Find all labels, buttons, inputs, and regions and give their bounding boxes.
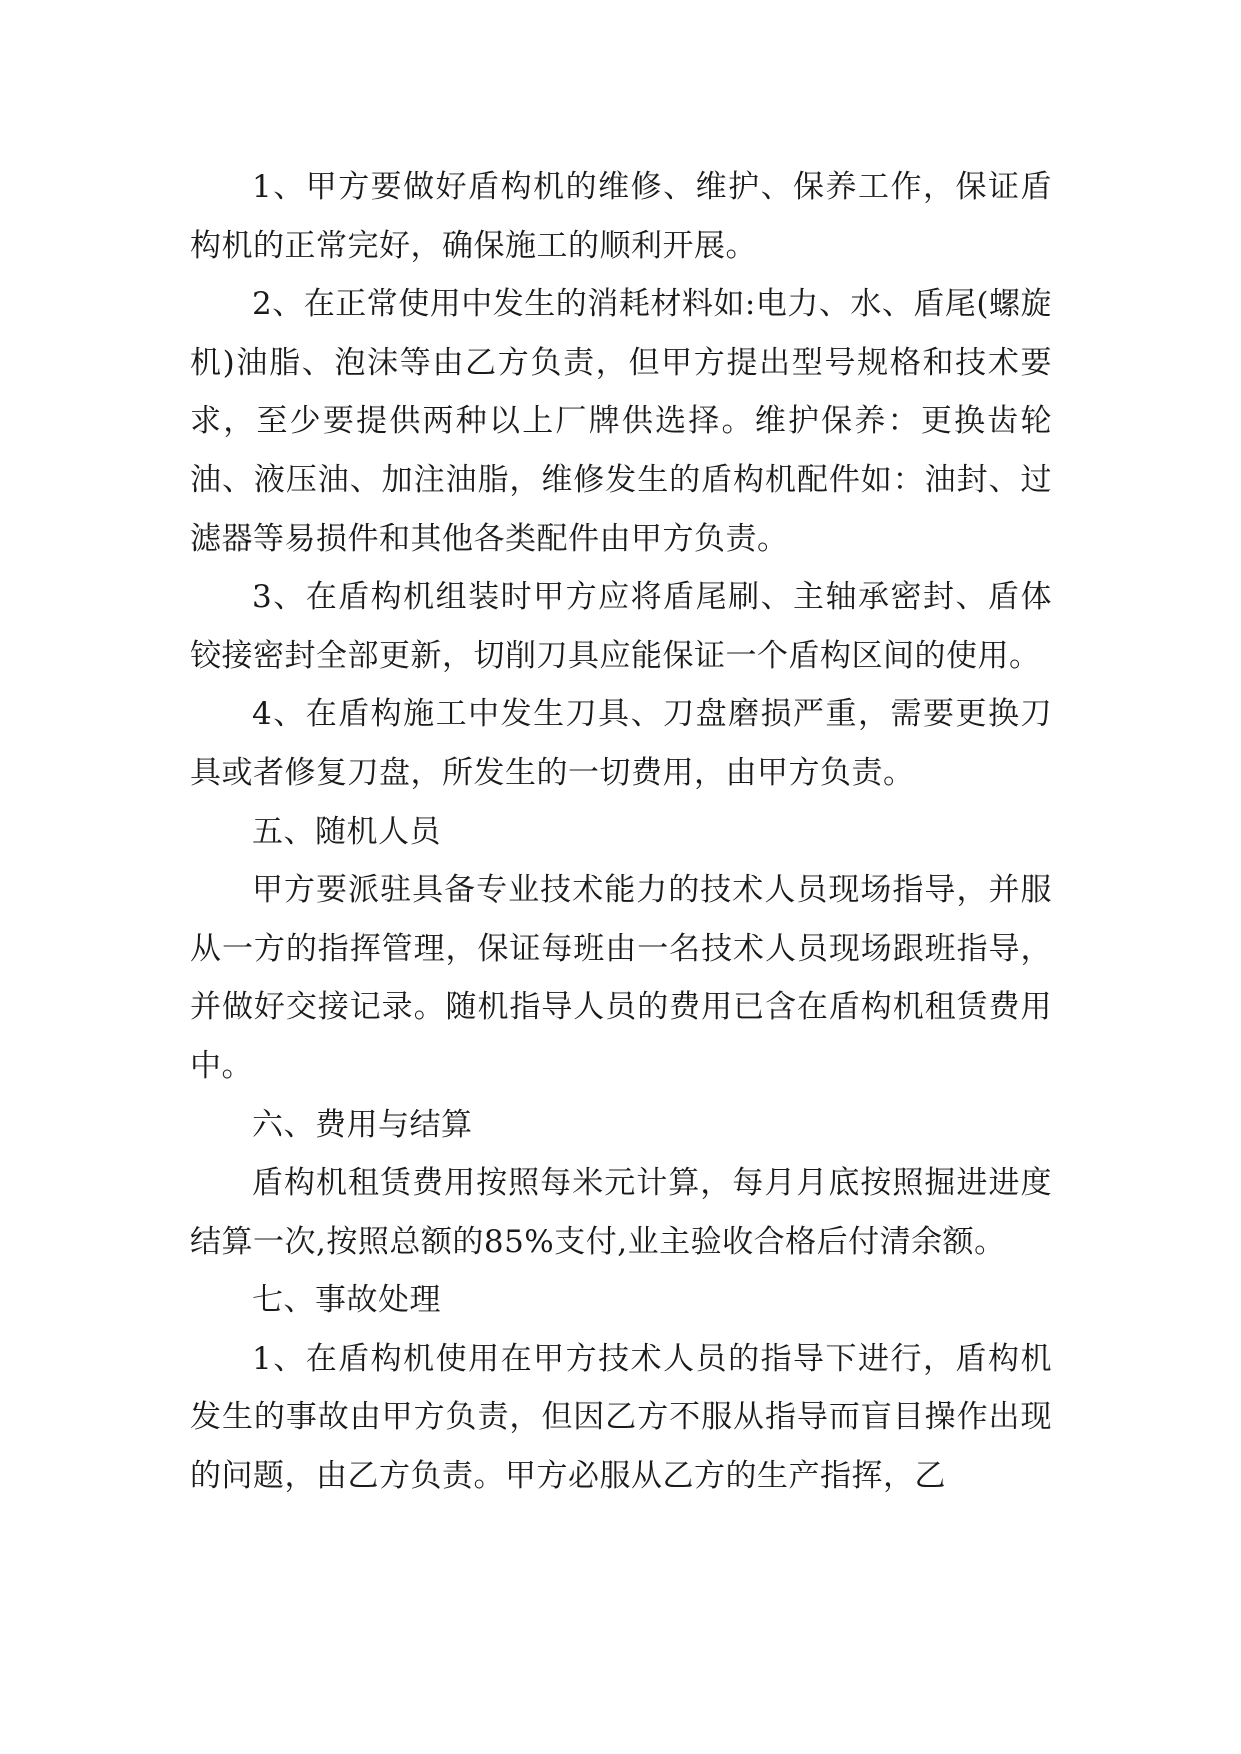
document-body: [190, 158, 1052, 1506]
paragraph-accidents: 1、在盾构机使用在甲方技术人员的指导下进行，盾构机发生的事故由甲方负责，但因乙方不服从指导而盲目操作出现的问题，由乙方负责。甲方必服从乙方的生产指挥，乙: [190, 1340, 1052, 1495]
section-heading-fees: 六、费用与结算: [252, 1106, 473, 1143]
paragraph-fees: 盾构机租赁费用按照每米元计算，每月月底按照掘进进度结算一次,按照总额的85%支付,业主验收合格后付清余额。: [190, 1165, 1052, 1260]
section-heading-personnel: 五、随机人员: [252, 813, 441, 850]
paragraph-maintenance: 1、甲方要做好盾构机的维修、维护、保养工作，保证盾构机的正常完好，确保施工的顺利开展。: [190, 169, 1052, 264]
paragraph-cutter-wear: 4、在盾构施工中发生刀具、刀盘磨损严重，需要更换刀具或者修复刀盘，所发生的一切费用，由甲方负责。: [190, 696, 1052, 791]
paragraph-assembly-seals: 3、在盾构机组装时甲方应将盾尾刷、主轴承密封、盾体铰接密封全部更新，切削刀具应能保证一个盾构区间的使用。: [190, 579, 1052, 674]
paragraph-personnel: 甲方要派驻具备专业技术能力的技术人员现场指导，并服从一方的指挥管理，保证每班由一名技术人员现场跟班指导，并做好交接记录。随机指导人员的费用已含在盾构机租赁费用中。: [190, 872, 1052, 1084]
section-heading-accidents: 七、事故处理: [252, 1282, 441, 1319]
paragraph-consumables: 2、在正常使用中发生的消耗材料如:电力、水、盾尾(螺旋机)油脂、泡沫等由乙方负责，但甲方提出型号规格和技术要求，至少要提供两种以上厂牌供选择。维护保养：更换齿轮油、液压油、加注油脂，维修发生的盾构机配件如：油封、过滤器等易损件和其他各类配件由甲方负责。: [190, 286, 1052, 557]
